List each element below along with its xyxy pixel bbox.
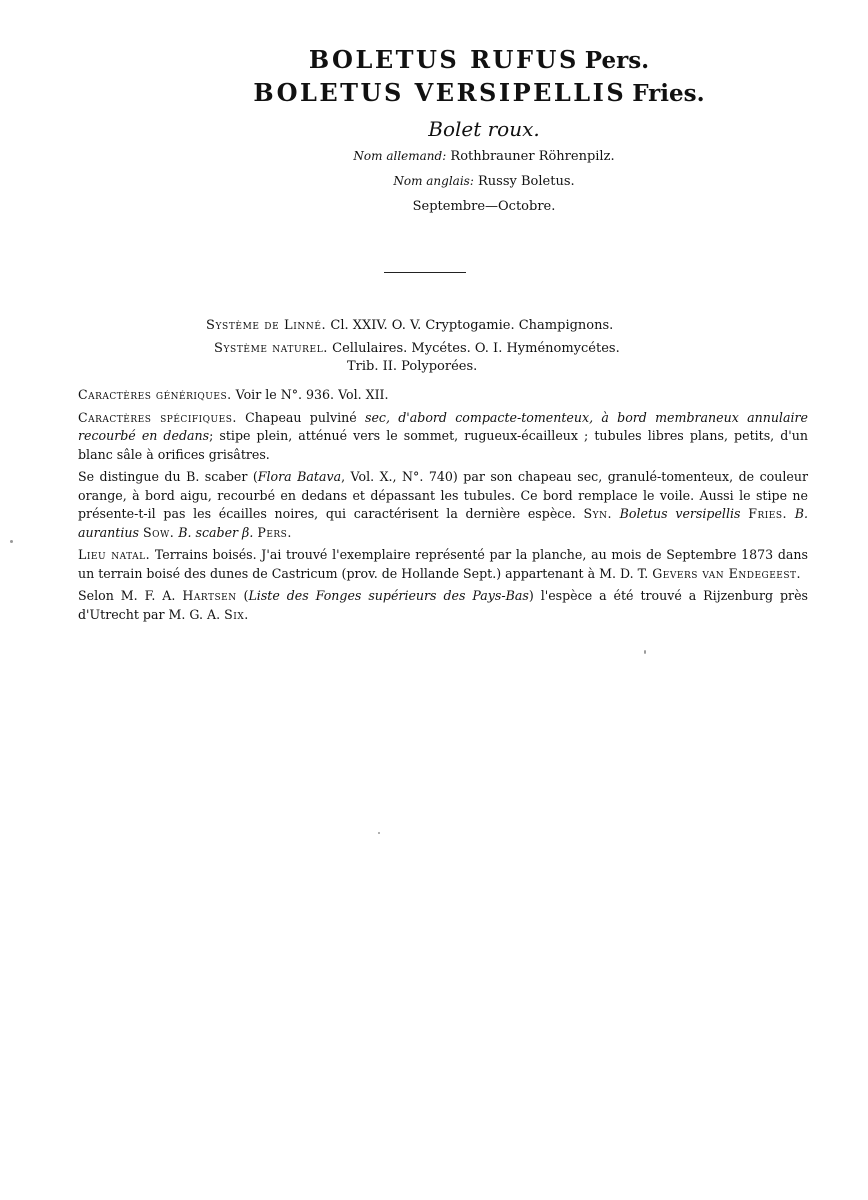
synonym-author-1: Fries. [748,506,788,521]
distinction-italic-1: Flora Batava [257,469,342,484]
french-name: Bolet roux. [428,117,540,141]
habitat-text: Terrains boisés. J'ai trouvé l'exemplaire représenté par la planche, au mois de Septembre 1873 dans un terrain boisé des dunes de Castricum (prov. de Hollande Sept.) appartenant à M. D. T. [78,547,808,581]
synonym-label: Syn. [583,506,612,521]
source-text-1: Selon M. F. A. [78,588,176,603]
specific-label: Caractères spécifiques. [78,409,237,425]
paper-speck [10,540,13,543]
natural-system-line-2: Trib. II. Polyporées. [347,359,478,374]
distinction-text-2: , Vol. X., N°. 740) par son chapeau sec, granulé-tomenteux, de couleur orange, à bord aigu, recourbé en dedans et dépassant les tubules. Ce bord remplace le voile. Aussi le stipe ne présente-t-il pas les écailles noires, qui caractérisent la dernière espèce. [78,469,808,521]
german-value: Rothbrauner Röhrenpilz. [450,149,615,164]
habitat-paragraph [78,546,808,583]
english-label: Nom anglais: [393,174,474,188]
source-italic-1: Liste des Fonges supérieurs des Pays-Bas [248,588,529,603]
source-author: Hartsen [182,588,237,603]
specific-characters-paragraph [78,409,808,465]
species-author-1: Pers. [584,47,650,74]
separator-rule [384,272,466,273]
habitat-owner-name: Gevers van Endegeest. [652,565,802,581]
source-collector-name: Six. [224,606,249,622]
naturel-label: Système naturel. [214,341,329,356]
generic-text: Voir le N°. 936. Vol. XII. [235,387,389,402]
synonym-1: Boletus versipellis [619,506,741,521]
generic-label: Caractères génériques. [78,387,232,402]
specific-italic-1: sec, d'abord compacte-tomenteux, à bord membraneux annulaire recourbé en dedans [78,409,808,443]
english-value: Russy Boletus. [478,174,575,189]
linne-label: Système de Linné. [206,318,327,333]
natural-system-line [214,339,620,359]
title-block [0,44,868,219]
habitat-label: Lieu natal. [78,547,151,562]
synonym-3: B. scaber β. [178,524,254,540]
german-label: Nom allemand: [353,149,447,163]
synonym-author-2: Sow. [142,524,175,540]
linne-system-line [206,316,613,336]
distinction-paragraph [78,468,808,542]
specific-text-1: Chapeau pulviné [245,409,357,425]
source-paragraph [78,587,808,624]
linne-value: Cl. XXIV. O. V. Cryptogamie. Champignons. [330,318,614,333]
season-line: Septembre—Octobre. [412,199,556,214]
paper-speck [644,650,646,654]
synonym-author-3: Pers. [257,524,292,540]
species-author-2: Fries. [632,80,705,107]
species-name-2: BOLETUS VERSIPELLIS [253,78,627,107]
source-text-3: ) l'espèce a été trouvé a Rijzenburg près d'Utrecht par M. G. A. [78,588,808,622]
title-line-2 [90,77,868,110]
paper-speck [378,832,380,834]
title-line-1 [90,44,868,77]
body-text [78,386,808,628]
generic-characters-paragraph [78,386,808,405]
distinction-text-1: Se distingue du B. scaber ( [78,469,258,484]
english-name-line [100,169,868,194]
synonym-2: B. aurantius [78,506,808,540]
german-name-line [100,144,868,169]
source-text-2: ( [236,588,249,603]
specific-text-2: ; stipe plein, atténué vers le sommet, rugueux-écailleux ; tubules libres plans, petits, d'un blanc sâle à orifices grisâtres. [78,428,808,462]
species-name-1: BOLETUS RUFUS [308,45,579,74]
naturel-value: Cellulaires. Mycétes. O. I. Hyménomycétes. [332,341,620,356]
